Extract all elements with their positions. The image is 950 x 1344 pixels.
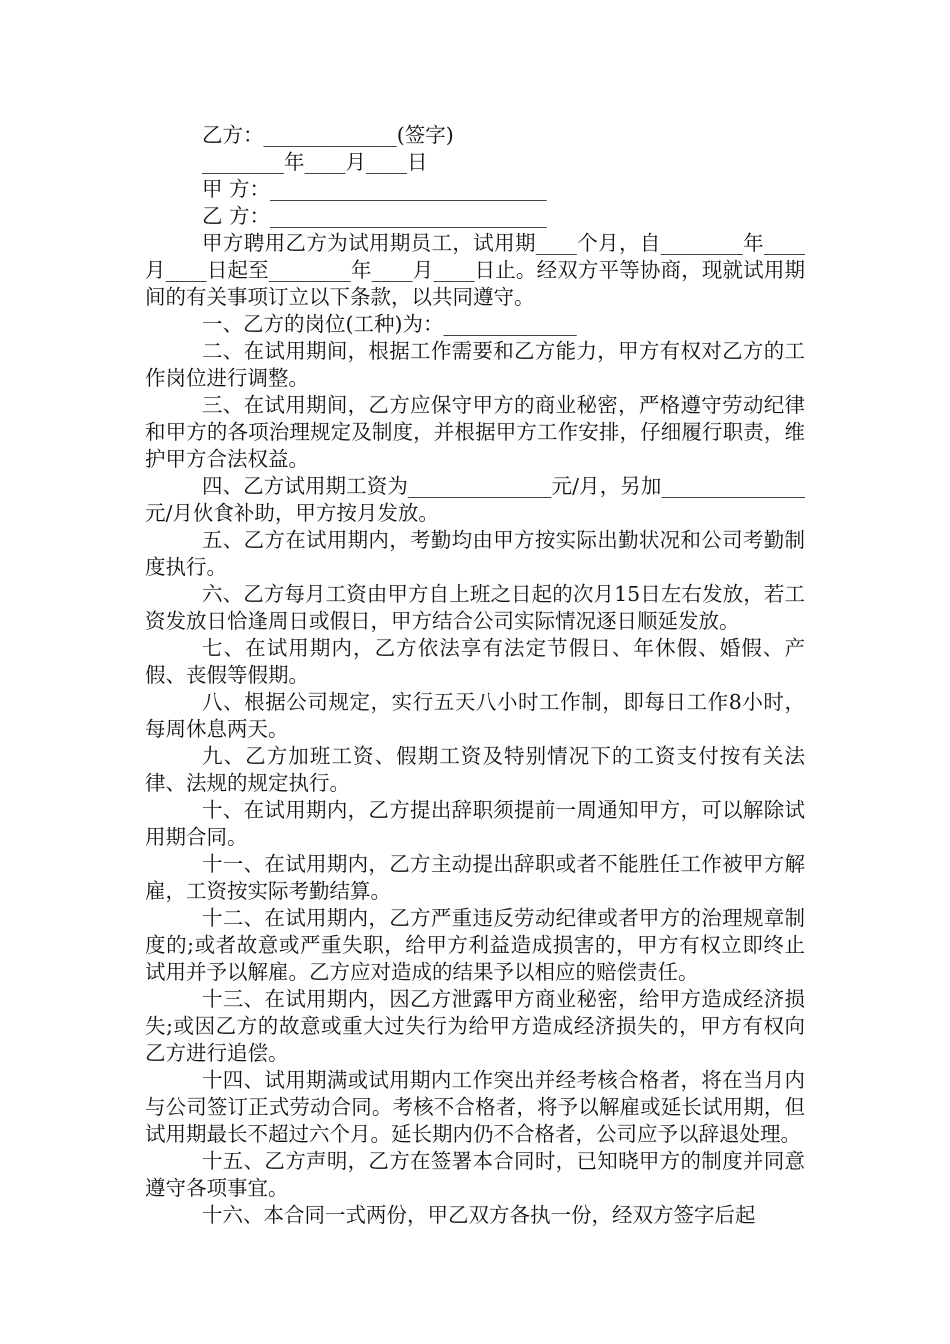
clause-2: 二、在试用期间，根据工作需要和乙方能力，甲方有权对乙方的工作岗位进行调整。 [145, 339, 805, 390]
clause-13: 十三、在试用期内，因乙方泄露甲方商业秘密，给甲方造成经济损失;或因乙方的故意或重大过失行为给甲方造成经济损失的，甲方有权向乙方进行追偿。 [145, 987, 805, 1065]
clause-9: 九、乙方加班工资、假期工资及特别情况下的工资支付按有关法律、法规的规定执行。 [145, 744, 805, 795]
clause-12: 十二、在试用期内，乙方严重违反劳动纪律或者甲方的治理规章制度的;或者故意或严重失职，给甲方利益造成损害的，甲方有权立即终止试用并予以解雇。乙方应对造成的结果予以相应的赔偿责任。 [145, 906, 805, 984]
clause-10: 十、在试用期内，乙方提出辞职须提前一周通知甲方，可以解除试用期合同。 [145, 798, 805, 849]
clause-8: 八、根据公司规定，实行五天八小时工作制，即每日工作8小时，每周休息两天。 [145, 690, 805, 741]
clause-7: 七、在试用期内，乙方依法享有法定节假日、年休假、婚假、产假、丧假等假期。 [145, 636, 805, 687]
clause-14: 十四、试用期满或试用期内工作突出并经考核合格者，将在当月内与公司签订正式劳动合同。考核不合格者，将予以解雇或延长试用期，但试用期最长不超过六个月。延长期内仍不合格者，公司应予以辞退处理。 [145, 1068, 805, 1146]
clause-16: 十六、本合同一式两份，甲乙双方各执一份，经双方签字后起 [202, 1203, 756, 1227]
clause-1: 一、乙方的岗位(工种)为：_____________ [202, 312, 577, 336]
clause-3: 三、在试用期间，乙方应保守甲方的商业秘密，严格遵守劳动纪律和甲方的各项治理规定及制度，并根据甲方工作安排，仔细履行职责，维护甲方合法权益。 [145, 393, 805, 471]
party-a-line: 甲 方：___________________________ [202, 177, 547, 201]
intro-paragraph: 甲方聘用乙方为试用期员工，试用期____个月，自________年____月____日起至________年____月____日止。经双方平等协商，现就试用期间的有关事项订立以下条款，以共同遵守。 [145, 231, 805, 309]
clause-11: 十一、在试用期内，乙方主动提出辞职或者不能胜任工作被甲方解雇，工资按实际考勤结算。 [145, 852, 805, 903]
date-line: ________年____月____日 [202, 150, 428, 174]
clause-4: 四、乙方试用期工资为______________元/月，另加______________元/月伙食补助，甲方按月发放。 [145, 474, 805, 525]
party-b-signature-line: 乙方：_____________(签字) [202, 123, 454, 147]
clause-5: 五、乙方在试用期内，考勤均由甲方按实际出勤状况和公司考勤制度执行。 [145, 528, 805, 579]
clause-15: 十五、乙方声明，乙方在签署本合同时，已知晓甲方的制度并同意遵守各项事宜。 [145, 1149, 805, 1200]
clause-6: 六、乙方每月工资由甲方自上班之日起的次月15日左右发放，若工资发放日恰逢周日或假日，甲方结合公司实际情况逐日顺延发放。 [145, 582, 805, 633]
party-b-line: 乙 方：___________________________ [202, 204, 547, 228]
contract-page [145, 122, 805, 1229]
